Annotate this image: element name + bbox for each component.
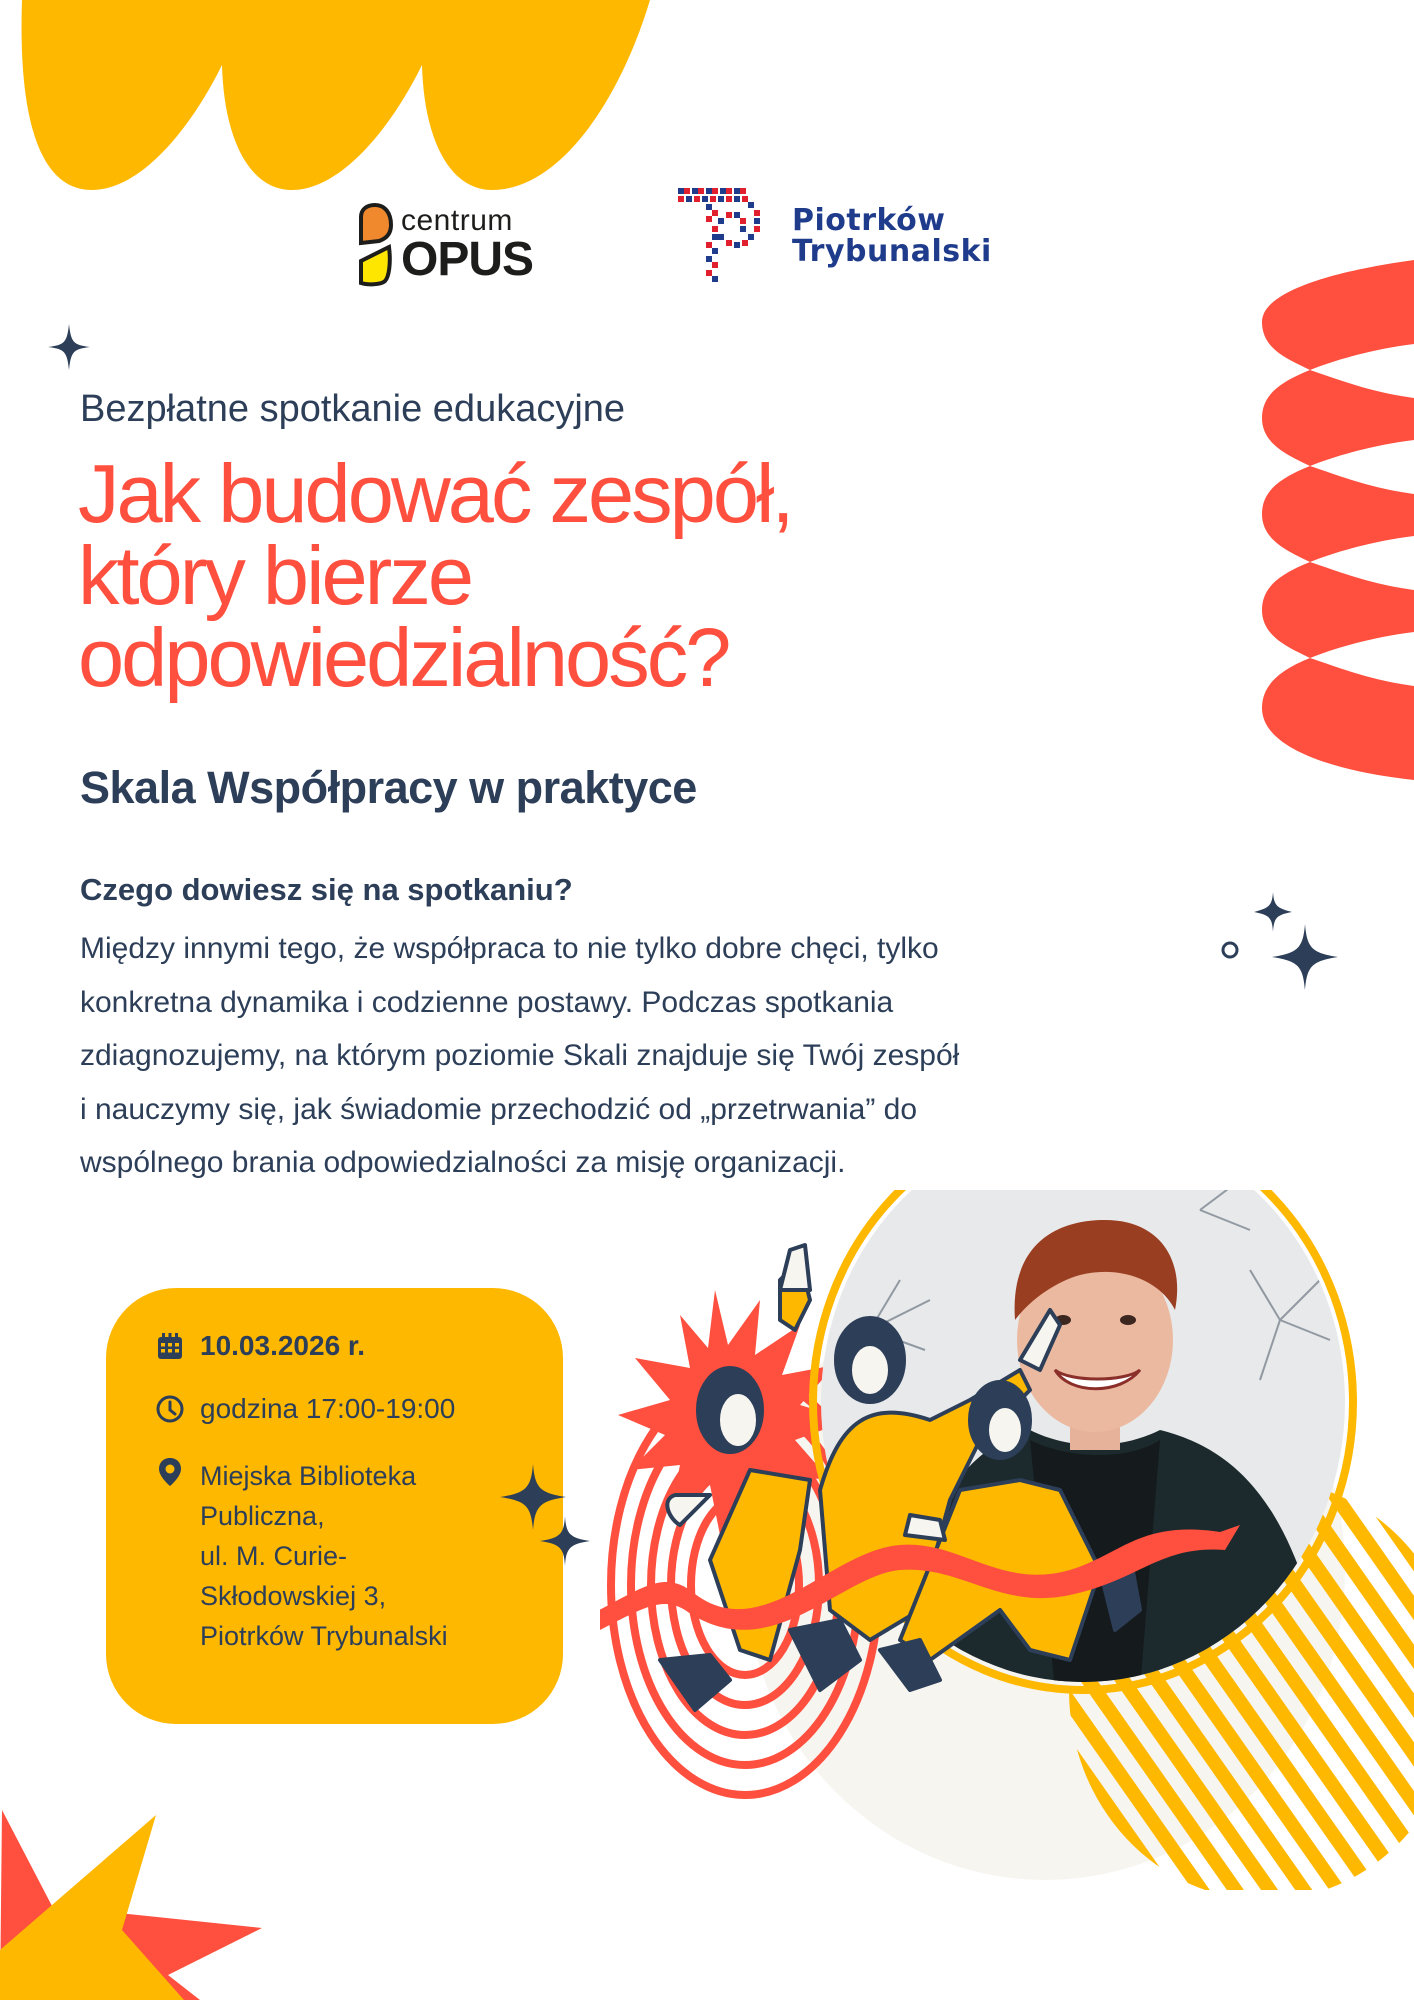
event-details-card [106, 1288, 563, 1724]
piotrkow-logo-line1: Piotrków [792, 202, 946, 238]
event-time: godzina 17:00-19:00 [200, 1393, 456, 1424]
sparkle-icon [538, 1514, 592, 1568]
event-tagline: Skala Współpracy w praktyce [80, 762, 697, 813]
description-body [80, 922, 1260, 1190]
opus-logo-line1: centrum [401, 204, 513, 237]
piotrkow-trybunalski-logo [676, 186, 1016, 286]
right-red-wave-shape [1240, 260, 1414, 880]
event-date-row [154, 1330, 365, 1362]
event-time-row [154, 1393, 455, 1425]
description-line: i nauczymy się, jak świadomie przechodzić od „przetrwania” do [80, 1092, 918, 1126]
description-heading: Czego dowiesz się na spotkaniu? [80, 872, 573, 907]
centrum-opus-logo [355, 200, 565, 290]
speaker-illustration [600, 1190, 1414, 1890]
event-title-line: Jak budować zespół, [78, 447, 792, 540]
event-title [78, 447, 1178, 704]
bottom-left-starburst-shape [0, 1780, 300, 2000]
description-line: Między innymi tego, że współpraca to nie tylko dobre chęci, tylko [80, 932, 939, 965]
opus-logo-line2: OPUS [401, 233, 534, 286]
sparkle-icon [46, 322, 92, 372]
location-line: Publiczna, [200, 1501, 325, 1531]
location-line: Piotrków Trybunalski [200, 1621, 448, 1651]
calendar-icon [154, 1330, 186, 1362]
event-title-line: który bierze [78, 529, 471, 622]
description-line: konkretna dynamika i codzienne postawy. Podczas spotkania [80, 985, 894, 1019]
location-line: Miejska Biblioteka [200, 1461, 417, 1491]
description-line: zdiagnozujemy, na którym poziomie Skali znajduje się Twój zespół [80, 1039, 960, 1072]
event-location-row [154, 1456, 448, 1656]
clock-icon [154, 1393, 186, 1425]
event-date: 10.03.2026 r. [200, 1330, 366, 1361]
event-title-line: odpowiedzialność? [78, 611, 729, 704]
top-yellow-scallop-shape [0, 0, 700, 200]
event-subtitle: Bezpłatne spotkanie edukacyjne [80, 388, 626, 430]
map-pin-icon [154, 1456, 186, 1488]
description-line: wspólnego brania odpowiedzialności za misję organizacji. [80, 1146, 846, 1179]
opus-logo-mark-icon [355, 203, 395, 287]
location-line: Skłodowskiej 3, [200, 1581, 387, 1611]
location-line: ul. M. Curie- [200, 1541, 348, 1571]
sparkle-icon [1270, 922, 1340, 992]
piotrkow-p-mark-icon [676, 186, 770, 286]
piotrkow-logo-line2: Trybunalski [792, 234, 992, 269]
